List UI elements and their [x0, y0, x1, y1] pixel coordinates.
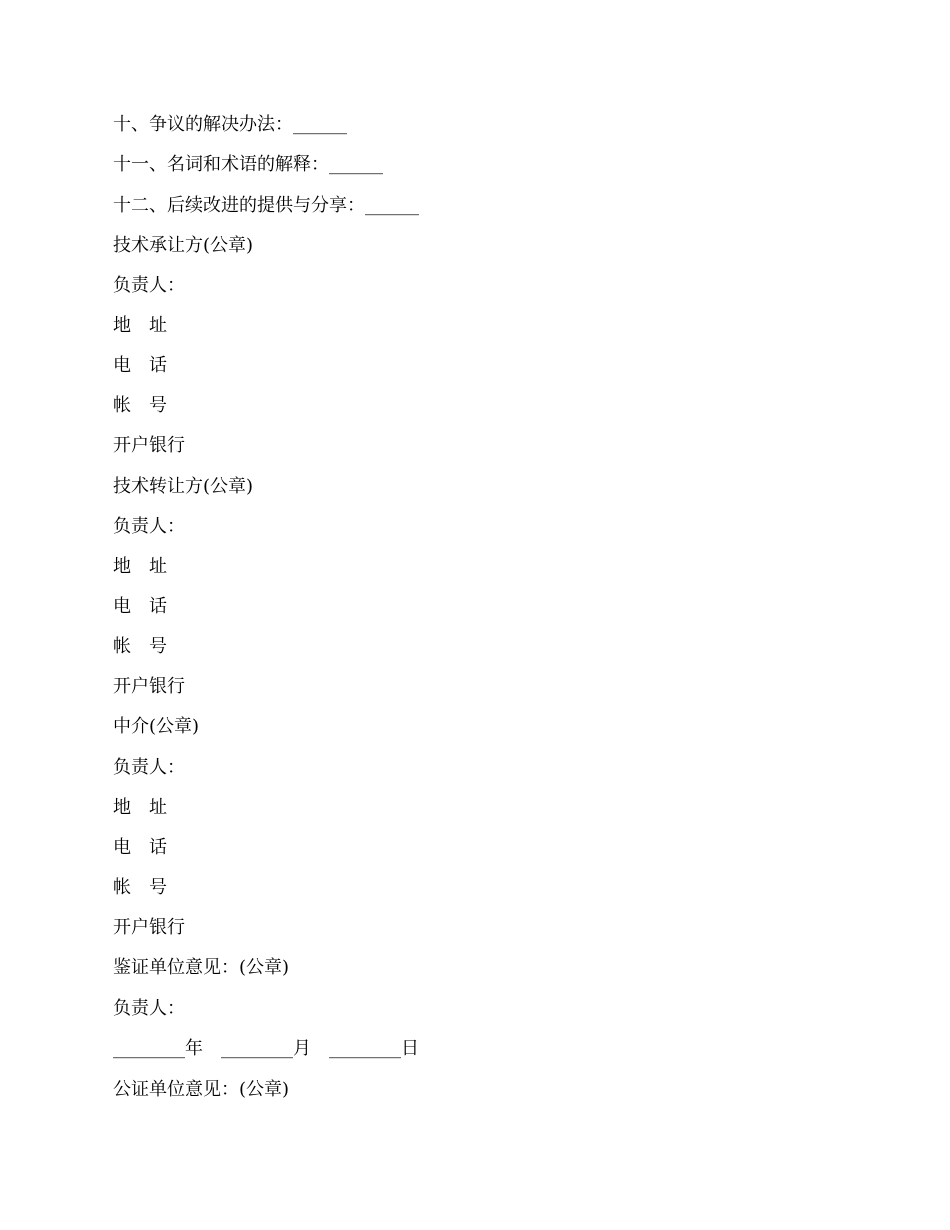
verification-opinion-label: 鉴证单位意见：(公章): [113, 957, 290, 978]
transferee-account: 帐 号: [113, 395, 167, 416]
transferee-seal-label: 技术承让方(公章): [113, 235, 254, 256]
date-line: ________年 ________月 ________日: [113, 1038, 419, 1059]
transferee-bank: 开户银行: [113, 435, 185, 456]
transferor-seal-label: 技术转让方(公章): [113, 476, 254, 497]
transferor-account: 帐 号: [113, 636, 167, 657]
transferee-address: 地 址: [113, 315, 167, 336]
transferor-person-in-charge: 负责人：: [113, 516, 185, 537]
intermediary-bank: 开户银行: [113, 917, 185, 938]
clause-10-dispute-resolution: 十、争议的解决办法：______: [113, 114, 347, 135]
intermediary-address: 地 址: [113, 797, 167, 818]
verification-person-in-charge: 负责人：: [113, 998, 185, 1019]
notary-opinion-label: 公证单位意见：(公章): [113, 1079, 290, 1100]
transferee-phone: 电 话: [113, 355, 167, 376]
clause-12-improvement-sharing: 十二、后续改进的提供与分享：______: [113, 195, 419, 216]
intermediary-phone: 电 话: [113, 837, 167, 858]
transferor-phone: 电 话: [113, 596, 167, 617]
intermediary-account: 帐 号: [113, 877, 167, 898]
transferor-bank: 开户银行: [113, 676, 185, 697]
transferee-person-in-charge: 负责人：: [113, 275, 185, 296]
intermediary-seal-label: 中介(公章): [113, 716, 200, 737]
transferor-address: 地 址: [113, 556, 167, 577]
clause-11-terms-definition: 十一、名词和术语的解释：______: [113, 154, 383, 175]
intermediary-person-in-charge: 负责人：: [113, 757, 185, 778]
